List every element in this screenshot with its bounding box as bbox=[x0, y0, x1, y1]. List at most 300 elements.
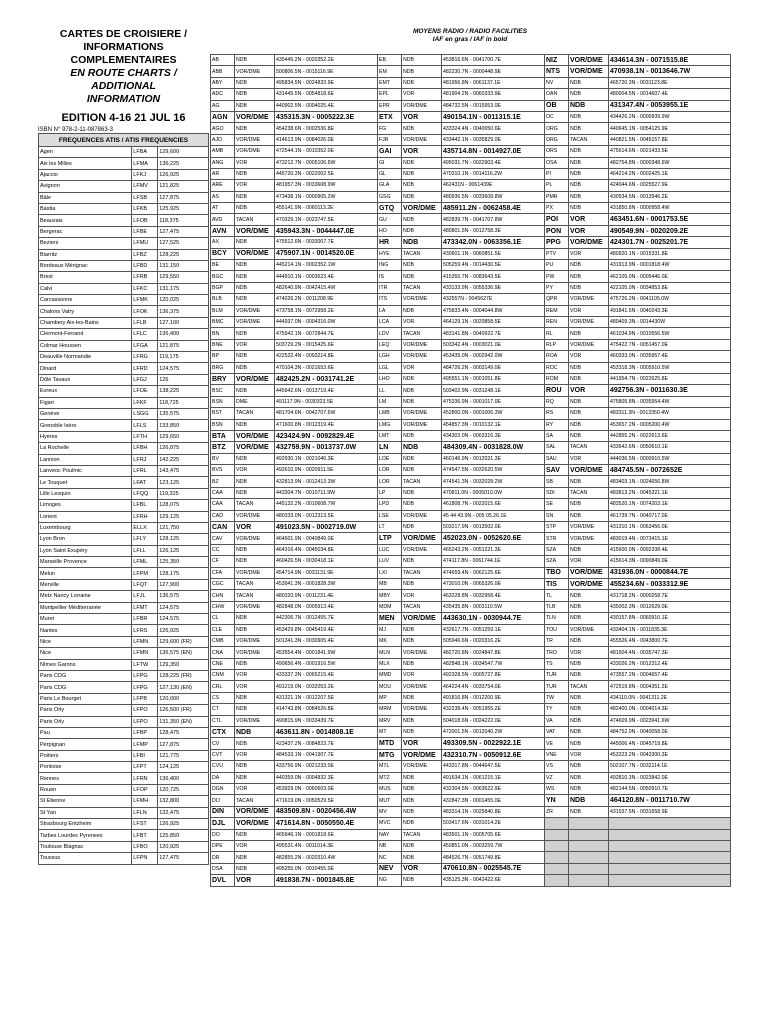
facility-type: NDB bbox=[402, 305, 442, 316]
facility-coordinates: 431936.0N - 0000844.7E bbox=[609, 567, 731, 578]
facility-coordinates: 433324.4N - 0040050.6E bbox=[442, 123, 545, 134]
facility-type: VOR/DME bbox=[569, 339, 609, 350]
freq-row bbox=[39, 306, 209, 317]
facility-ident: CHW bbox=[211, 601, 235, 612]
freq-icao: LFLC bbox=[132, 329, 158, 340]
facility-ident: MP bbox=[378, 692, 402, 703]
facility-type: NDB bbox=[402, 658, 442, 669]
facility-coordinates: 503342.4N - 0003021.0E bbox=[442, 339, 545, 350]
facility-row bbox=[211, 567, 731, 578]
facility-row bbox=[211, 670, 731, 681]
facility-type: NDB bbox=[235, 123, 275, 134]
facility-ident: NC bbox=[378, 852, 402, 863]
facility-ident: HYE bbox=[378, 248, 402, 259]
freq-row bbox=[39, 636, 209, 647]
facility-coordinates: 461808.7N - 0022015.6E bbox=[442, 499, 545, 510]
freq-icao: LFPT bbox=[132, 762, 158, 773]
freq-row bbox=[39, 340, 209, 351]
facility-coordinates: 490815.9N - 0033439.7E bbox=[275, 715, 378, 726]
facility-ident: BLM bbox=[211, 305, 235, 316]
facility-ident: TLB bbox=[545, 601, 569, 612]
facility-row bbox=[211, 465, 731, 476]
freq-icao: LFBP bbox=[132, 727, 158, 738]
facility-coordinates bbox=[609, 875, 731, 886]
facility-coordinates: 440359.0N - 0004832.3E bbox=[275, 772, 378, 783]
facility-ident: REM bbox=[545, 305, 569, 316]
facility-type: VOR/DME bbox=[569, 66, 609, 77]
freq-airport: Marseille Provence bbox=[39, 557, 132, 568]
facility-type: VOR/DME bbox=[569, 624, 609, 635]
facility-type: VOR bbox=[402, 316, 442, 327]
freq-row bbox=[39, 739, 209, 750]
facility-ident bbox=[545, 852, 569, 863]
facility-ident: AVD bbox=[211, 214, 235, 225]
facility-ident: LDV bbox=[378, 328, 402, 339]
facility-row bbox=[211, 362, 731, 373]
freq-frequency: 127,875 bbox=[158, 192, 209, 203]
facility-coordinates: 475942.1N - 0072844.7E bbox=[275, 328, 378, 339]
freq-row bbox=[39, 773, 209, 784]
facility-coordinates: 483314.1N - 0025840.8E bbox=[442, 806, 545, 817]
facility-ident: MBY bbox=[378, 590, 402, 601]
facility-coordinates: 435943.3N - 0044447.0E bbox=[275, 225, 378, 236]
facility-type: NDB bbox=[235, 624, 275, 635]
freq-airport: Pontoise bbox=[39, 762, 132, 773]
facility-ident: TR bbox=[545, 635, 569, 646]
facility-ident: DSA bbox=[211, 863, 235, 874]
freq-frequency: 120,925 bbox=[158, 841, 209, 852]
facility-type: VOR/DME bbox=[235, 647, 275, 658]
facility-coordinates: 490154.1N - 0011315.1E bbox=[442, 111, 545, 122]
facility-coordinates: 472544.1N - 0010352.0E bbox=[275, 146, 378, 157]
freq-airport: Tarbes Lourdes Pyrenees bbox=[39, 830, 132, 841]
facility-ident: BLB bbox=[211, 294, 235, 305]
facility-ident: BV bbox=[211, 453, 235, 464]
freq-icao: LFOB bbox=[132, 215, 158, 226]
freq-icao: LFBL bbox=[132, 500, 158, 511]
freq-row bbox=[39, 465, 209, 476]
facility-ident: HR bbox=[378, 237, 402, 248]
facility-coordinates: 464316.4N - 0045034.8E bbox=[275, 544, 378, 555]
facility-coordinates: 453657.2N - 0005200.4W bbox=[609, 419, 731, 430]
facility-ident: BMC bbox=[211, 316, 235, 327]
facility-coordinates: 502107.7N - 0032114.1E bbox=[609, 761, 731, 772]
facility-coordinates: 480333.0N - 0012313.5E bbox=[275, 510, 378, 521]
facility-type: VOR/DME bbox=[402, 419, 442, 430]
facility-row bbox=[211, 271, 731, 282]
facility-coordinates: 483403.1N - 0024656.8W bbox=[609, 476, 731, 487]
facility-row bbox=[211, 373, 731, 384]
facility-ident: MJ bbox=[378, 624, 402, 635]
facility-ident: OC bbox=[545, 111, 569, 122]
facility-type: NDB bbox=[402, 624, 442, 635]
facility-ident: CF bbox=[211, 556, 235, 567]
facility-type: NDB bbox=[235, 772, 275, 783]
facility-coordinates: 465946.1N - 0001818.6E bbox=[275, 829, 378, 840]
facility-ident: BSN bbox=[211, 396, 235, 407]
facility-type: NDB bbox=[235, 863, 275, 874]
facility-coordinates: 475907.1N - 0014520.0E bbox=[275, 248, 378, 259]
facility-ident: ANG bbox=[211, 157, 235, 168]
facility-coordinates bbox=[609, 840, 731, 851]
facility-type: NDB bbox=[235, 294, 275, 305]
facility-row bbox=[211, 635, 731, 646]
facility-coordinates: 465720.3N - 0031123.8E bbox=[609, 77, 731, 88]
facility-coordinates: 483141.8N - 0040922.7E bbox=[442, 328, 545, 339]
facility-type: NDB bbox=[235, 453, 275, 464]
freq-row bbox=[39, 545, 209, 556]
facility-ident: MTZ bbox=[378, 772, 402, 783]
facility-type: NDB bbox=[402, 875, 442, 886]
freq-airport: Brest bbox=[39, 272, 132, 283]
facility-coordinates: 483019.4N - 0073415.1E bbox=[609, 533, 731, 544]
facility-ident: AR bbox=[211, 168, 235, 179]
facility-type: TACAN bbox=[235, 214, 275, 225]
facility-ident: TOU bbox=[545, 624, 569, 635]
freq-row bbox=[39, 522, 209, 533]
facility-type: VOR/DME bbox=[569, 567, 609, 578]
facility-ident: SA bbox=[545, 430, 569, 441]
facility-ident: ARE bbox=[211, 180, 235, 191]
facility-coordinates: 423437.2N - 0084823.7E bbox=[275, 738, 378, 749]
freq-frequency: 127,100 bbox=[158, 317, 209, 328]
facility-row bbox=[211, 772, 731, 783]
facility-ident: STR bbox=[545, 533, 569, 544]
atis-frequency-table bbox=[38, 133, 209, 865]
facility-coordinates: 434614.3N - 0071515.8E bbox=[609, 55, 731, 66]
facility-coordinates: 415600.0N - 0092338.4E bbox=[609, 544, 731, 555]
facility-row bbox=[211, 237, 731, 248]
freq-airport: Bastia bbox=[39, 203, 132, 214]
freq-airport: Lannion bbox=[39, 454, 132, 465]
facility-type: VOR bbox=[235, 670, 275, 681]
freq-frequency: 124,125 bbox=[158, 762, 209, 773]
freq-icao: LFLN bbox=[132, 807, 158, 818]
facility-row bbox=[211, 214, 731, 225]
facility-coordinates: 453941.3N - 0001828.3W bbox=[275, 578, 378, 589]
freq-icao: LFPM bbox=[132, 568, 158, 579]
header-line-1: CARTES DE CROISIERE / INFORMATIONS bbox=[59, 28, 188, 53]
freq-frequency: 121,775 bbox=[158, 750, 209, 761]
facility-ident: LPD bbox=[378, 499, 402, 510]
facility-row bbox=[211, 111, 731, 122]
facility-coordinates: 483311.3N - 0013350.4W bbox=[609, 408, 731, 419]
facility-type: VOR bbox=[402, 111, 442, 122]
facility-coordinates: 463611.8N - 0014808.1E bbox=[275, 727, 378, 738]
freq-icao: LFLY bbox=[132, 534, 158, 545]
facility-ident: GL bbox=[378, 168, 402, 179]
header-line-3: EN ROUTE CHARTS / ADDITIONAL bbox=[70, 67, 177, 92]
facility-ident: GTQ bbox=[378, 203, 402, 214]
facility-type bbox=[569, 863, 609, 874]
facility-type: VOR/DME bbox=[402, 613, 442, 624]
facility-ident: ITS bbox=[378, 294, 402, 305]
facility-type: NDB bbox=[402, 727, 442, 738]
facility-type: VOR/DME bbox=[402, 510, 442, 521]
facility-type: VOR bbox=[235, 840, 275, 851]
freq-frequency: 129,600 bbox=[158, 147, 209, 158]
freq-frequency: 143,475 bbox=[158, 465, 209, 476]
facility-type: NDB bbox=[569, 168, 609, 179]
facility-coordinates: 454857.3N - 0010132.1E bbox=[442, 419, 545, 430]
facility-coordinates: 445132.2N - 0010608.7W bbox=[275, 499, 378, 510]
facility-type bbox=[569, 875, 609, 886]
facility-row bbox=[211, 248, 731, 259]
facility-coordinates: 454238.6N - 0002536.8E bbox=[275, 123, 378, 134]
facility-type: TACAN bbox=[402, 476, 442, 487]
facility-type: NDB bbox=[402, 499, 442, 510]
facility-ident: MTL bbox=[378, 761, 402, 772]
facility-type: TACAN bbox=[402, 248, 442, 259]
facility-ident: CTX bbox=[211, 727, 235, 738]
edition-label: EDITION 4-16 21 JUL 16 bbox=[61, 112, 186, 124]
facility-coordinates: 481956.8N - 0061137.1E bbox=[442, 77, 545, 88]
freq-icao: LFPN bbox=[132, 853, 158, 864]
facility-coordinates: 455526.4N - 0043800.7E bbox=[609, 635, 731, 646]
facility-coordinates: 503417.6N - 0031014.2E bbox=[442, 818, 545, 829]
facility-row bbox=[211, 613, 731, 624]
facility-coordinates: 431937.5N - 0031658.9E bbox=[609, 806, 731, 817]
facility-type: VOR/DME bbox=[235, 818, 275, 829]
freq-row bbox=[39, 272, 209, 283]
facility-ident: LCA bbox=[378, 316, 402, 327]
facility-coordinates: 432310.7N - 0050912.6E bbox=[442, 749, 545, 760]
facility-type: VOR/DME bbox=[402, 704, 442, 715]
freq-airport: Metz Nancy Lorraine bbox=[39, 591, 132, 602]
freq-airport: St Yan bbox=[39, 807, 132, 818]
facility-coordinates: 483509.8N - 0020456.4W bbox=[275, 806, 378, 817]
facility-type: NDB bbox=[569, 396, 609, 407]
facility-coordinates: 470610.8N - 0025545.7E bbox=[442, 863, 545, 874]
facility-ident: BVS bbox=[211, 465, 235, 476]
facility-ident: BGP bbox=[211, 282, 235, 293]
freq-icao: LFKF bbox=[132, 397, 158, 408]
facility-ident: EPR bbox=[378, 100, 402, 111]
freq-icao: LFML bbox=[132, 557, 158, 568]
facility-type: TACAN bbox=[569, 134, 609, 145]
facility-type: NDB bbox=[569, 100, 609, 111]
facility-ident bbox=[545, 840, 569, 851]
facility-coordinates: 452023.0N - 0052620.6E bbox=[442, 533, 545, 544]
facility-ident: LP bbox=[378, 487, 402, 498]
facility-ident: MUS bbox=[378, 784, 402, 795]
facility-coordinates: 444937.0N - 0004316.0W bbox=[275, 316, 378, 327]
facility-row bbox=[211, 316, 731, 327]
facility-coordinates: 453429.8N - 0045419.4E bbox=[275, 624, 378, 635]
facility-coordinates: 482848.1N - 0034547.7W bbox=[442, 658, 545, 669]
facility-coordinates: 434426.2N - 0000939.9W bbox=[609, 111, 731, 122]
facility-type: DME bbox=[235, 396, 275, 407]
facility-type: VOR bbox=[402, 146, 442, 157]
facility-coordinates: 435002.3N - 0012629.0E bbox=[609, 601, 731, 612]
facility-coordinates: 471600.8N - 0012319.4E bbox=[275, 419, 378, 430]
freq-frequency: 136,225 bbox=[158, 158, 209, 169]
facility-type: NDB bbox=[402, 772, 442, 783]
freq-row bbox=[39, 226, 209, 237]
facility-coordinates: 480409.3N - 0014430W bbox=[609, 316, 731, 327]
facility-coordinates: 453318.3N - 0005910.5W bbox=[609, 362, 731, 373]
facility-row bbox=[211, 522, 731, 533]
freq-row bbox=[39, 807, 209, 818]
facility-coordinates: 432759.9N - 0013737.0W bbox=[275, 442, 378, 453]
facility-ident: VS bbox=[545, 761, 569, 772]
facility-ident: CHN bbox=[211, 590, 235, 601]
facility-coordinates: 482144.5N - 0050910.7E bbox=[609, 784, 731, 795]
facility-row bbox=[211, 260, 731, 271]
freq-airport: Chambery Aix-les-Bains bbox=[39, 317, 132, 328]
freq-icao: LFMA bbox=[132, 158, 158, 169]
facility-coordinates: 443630.1N - 0030944.7E bbox=[442, 613, 545, 624]
freq-airport: Paris CDG bbox=[39, 682, 132, 693]
facility-coordinates: 432557N - 0045627E bbox=[442, 294, 545, 305]
facility-ident: ADC bbox=[211, 89, 235, 100]
facility-type: VOR bbox=[569, 556, 609, 567]
facility-ident: LMG bbox=[378, 419, 402, 430]
facility-type: VOR/DME bbox=[235, 305, 275, 316]
facility-type: VOR/DME bbox=[235, 225, 275, 236]
facility-ident: VNE bbox=[545, 749, 569, 760]
facility-coordinates: 485911.2N - 0062458.4E bbox=[442, 203, 545, 214]
freq-row bbox=[39, 727, 209, 738]
facility-type: NDB bbox=[569, 499, 609, 510]
facility-type: NDB bbox=[235, 556, 275, 567]
facility-coordinates: 473010.0N - 0065326.0E bbox=[442, 578, 545, 589]
facility-type: NDB bbox=[569, 761, 609, 772]
facility-type: NDB bbox=[402, 442, 442, 453]
facility-type: VOR/DME bbox=[235, 134, 275, 145]
facility-ident: GLA bbox=[378, 180, 402, 191]
facility-row bbox=[211, 157, 731, 168]
freq-frequency: 136,575 bbox=[158, 591, 209, 602]
facility-type: NDB bbox=[235, 704, 275, 715]
facility-ident: LN bbox=[378, 442, 402, 453]
facility-row bbox=[211, 556, 731, 567]
facility-coordinates: 432813.9N - 0012413.3W bbox=[275, 476, 378, 487]
facility-ident: SAV bbox=[545, 465, 569, 476]
facility-type: VOR bbox=[402, 362, 442, 373]
facility-coordinates: 464214.2N - 0002425.1E bbox=[609, 168, 731, 179]
freq-airport: Luxembourg bbox=[39, 522, 132, 533]
facility-ident: TW bbox=[545, 692, 569, 703]
freq-airport: Toussus bbox=[39, 853, 132, 864]
facility-coordinates: 490656.4N - 0001916.5W bbox=[275, 658, 378, 669]
facility-type: VOR bbox=[569, 225, 609, 236]
freq-icao: LFRJ bbox=[132, 454, 158, 465]
facility-type: VOR/DME bbox=[569, 578, 609, 589]
facility-coordinates: 431913.9N - 0001818.4W bbox=[609, 260, 731, 271]
freq-icao: LSGG bbox=[132, 408, 158, 419]
facility-coordinates: 433642.6N - 0050610.1E bbox=[609, 442, 731, 453]
facility-ident: CTL bbox=[211, 715, 235, 726]
facility-row bbox=[211, 134, 731, 145]
facility-coordinates: 444036.5N - 0000910.5W bbox=[609, 453, 731, 464]
facility-type: TACAN bbox=[235, 578, 275, 589]
facility-type: NDB bbox=[235, 544, 275, 555]
facility-row bbox=[211, 146, 731, 157]
facility-ident: BSN bbox=[211, 419, 235, 430]
freq-row bbox=[39, 830, 209, 841]
facility-coordinates: 435714.8N - 0014927.0E bbox=[442, 146, 545, 157]
freq-row bbox=[39, 750, 209, 761]
facility-coordinates: 430601.1N - 0060851.5E bbox=[442, 248, 545, 259]
freq-icao: LFRH bbox=[132, 511, 158, 522]
freq-frequency: 132,800 bbox=[158, 796, 209, 807]
facility-ident: ROM bbox=[545, 373, 569, 384]
facility-ident: BZ bbox=[211, 476, 235, 487]
facility-ident: LSE bbox=[378, 510, 402, 521]
facility-row bbox=[211, 453, 731, 464]
facility-row bbox=[211, 100, 731, 111]
freq-frequency: 119,325 bbox=[158, 488, 209, 499]
facility-ident: ITR bbox=[378, 282, 402, 293]
facility-type: NDB bbox=[569, 123, 609, 134]
facility-ident: BE bbox=[211, 260, 235, 271]
facility-ident: CMB bbox=[211, 635, 235, 646]
facility-type: VOR/DME bbox=[235, 510, 275, 521]
facility-ident: TUR bbox=[545, 681, 569, 692]
facility-coordinates: 474541.3N - 0032028.2W bbox=[442, 476, 545, 487]
facility-type: VOR/DME bbox=[402, 134, 442, 145]
freq-icao: LFPB bbox=[132, 693, 158, 704]
facility-ident: CNA bbox=[211, 647, 235, 658]
freq-frequency: 126,925 bbox=[158, 169, 209, 180]
facility-type: NDB bbox=[235, 168, 275, 179]
freq-airport: Rouen bbox=[39, 784, 132, 795]
facility-coordinates: 463228.8N - 0032958.4E bbox=[442, 590, 545, 601]
facility-ident: CS bbox=[211, 692, 235, 703]
facility-ident: NEV bbox=[378, 863, 402, 874]
facility-coordinates: 443317.8N - 0044647.5E bbox=[442, 761, 545, 772]
facility-ident: MK bbox=[378, 635, 402, 646]
freq-icao: LFMN bbox=[132, 636, 158, 647]
freq-row bbox=[39, 477, 209, 488]
facility-coordinates: 460333.0N - 0035957.4E bbox=[609, 351, 731, 362]
facility-ident: ETX bbox=[378, 111, 402, 122]
facility-ident: OAN bbox=[545, 89, 569, 100]
freq-icao: LFJL bbox=[132, 591, 158, 602]
facility-type: VOR bbox=[569, 453, 609, 464]
facility-type: VOR/DME bbox=[235, 715, 275, 726]
freq-airport: Poitiers bbox=[39, 750, 132, 761]
freq-airport: Nice bbox=[39, 648, 132, 659]
facility-type: VOR/DME bbox=[402, 533, 442, 544]
freq-airport: Paris Orly bbox=[39, 705, 132, 716]
freq-icao: LFBR bbox=[132, 614, 158, 625]
freq-row bbox=[39, 762, 209, 773]
freq-airport: Muret bbox=[39, 614, 132, 625]
freq-row bbox=[39, 215, 209, 226]
facility-coordinates: 480320.9N - 0011231.4E bbox=[275, 590, 378, 601]
freq-frequency: 131,175 bbox=[158, 283, 209, 294]
freq-frequency: 119,175 bbox=[158, 352, 209, 363]
facility-type: VOR/DME bbox=[402, 544, 442, 555]
freq-row bbox=[39, 853, 209, 864]
facility-coordinates: 433133.9N - 0055336.9E bbox=[442, 282, 545, 293]
facility-ident: NIZ bbox=[545, 55, 569, 66]
facility-coordinates: 505259.4N - 0014430.5E bbox=[442, 260, 545, 271]
facility-ident: MEN bbox=[378, 613, 402, 624]
facility-coordinates: 484726.2N - 0003149.0E bbox=[442, 362, 545, 373]
facility-ident: TBO bbox=[545, 567, 569, 578]
facility-row bbox=[211, 499, 731, 510]
freq-row bbox=[39, 796, 209, 807]
freq-icao: LFRL bbox=[132, 465, 158, 476]
facility-ident: CAA bbox=[211, 499, 235, 510]
facility-coordinates: 474609.9N - 0023941.6W bbox=[609, 715, 731, 726]
facility-ident: ORG bbox=[545, 134, 569, 145]
facility-coordinates: 475805.8N - 0035954.4W bbox=[609, 396, 731, 407]
facility-coordinates: 484752.0N - 0040058.0E bbox=[609, 727, 731, 738]
